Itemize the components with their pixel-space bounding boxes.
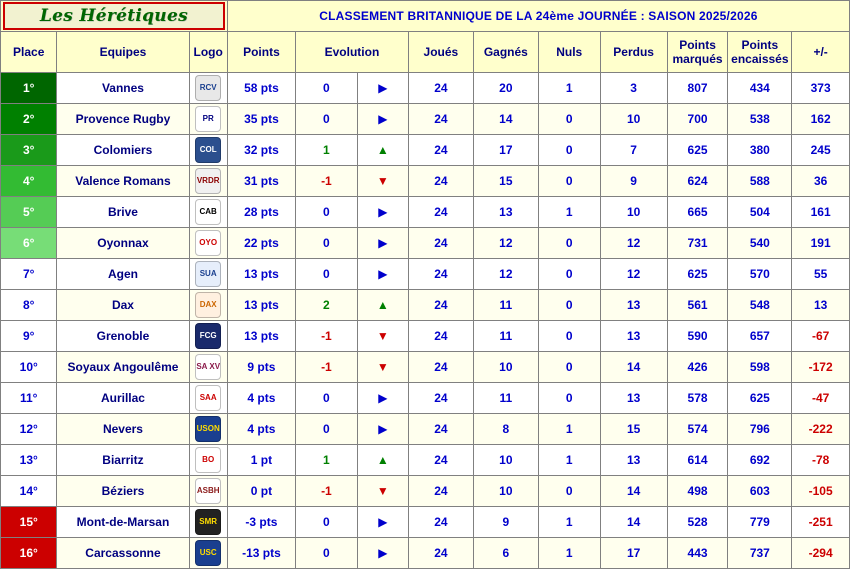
cell-drawn: 0: [538, 228, 600, 259]
cell-diff: -251: [792, 507, 850, 538]
cell-team: Béziers: [57, 476, 189, 507]
cell-drawn: 0: [538, 352, 600, 383]
cell-team: Carcassonne: [57, 538, 189, 569]
cell-diff: 162: [792, 104, 850, 135]
team-crest-icon: SUA: [195, 261, 221, 287]
cell-lost: 13: [600, 321, 667, 352]
cell-points-against: 538: [728, 104, 792, 135]
cell-evolution-value: 0: [296, 197, 358, 228]
cell-points-against: 779: [728, 507, 792, 538]
col-played: Joués: [408, 32, 473, 73]
cell-won: 10: [473, 476, 538, 507]
cell-played: 24: [408, 507, 473, 538]
evolution-up-arrow-icon: ▲: [357, 445, 408, 476]
cell-drawn: 0: [538, 259, 600, 290]
evolution-up-arrow-icon: ▲: [357, 290, 408, 321]
cell-played: 24: [408, 135, 473, 166]
cell-place: 14°: [1, 476, 57, 507]
cell-team: Brive: [57, 197, 189, 228]
evolution-up-arrow-icon: ▲: [357, 135, 408, 166]
team-crest-icon: PR: [195, 106, 221, 132]
col-won: Gagnés: [473, 32, 538, 73]
cell-played: 24: [408, 445, 473, 476]
cell-team: Biarritz: [57, 445, 189, 476]
cell-played: 24: [408, 197, 473, 228]
cell-points: -3 pts: [227, 507, 295, 538]
cell-drawn: 0: [538, 476, 600, 507]
team-crest-icon: SA XV: [195, 354, 221, 380]
evolution-flat-arrow-icon: ▶: [357, 507, 408, 538]
cell-evolution-value: 0: [296, 104, 358, 135]
team-crest-icon: SMR: [195, 509, 221, 535]
team-crest-icon: FCG: [195, 323, 221, 349]
cell-points-for: 426: [667, 352, 728, 383]
table-row: [1, 104, 850, 135]
cell-place: 10°: [1, 352, 57, 383]
cell-diff: 373: [792, 73, 850, 104]
cell-points: -13 pts: [227, 538, 295, 569]
cell-team-logo: [189, 507, 227, 538]
cell-team: Soyaux Angoulême: [57, 352, 189, 383]
site-logo-label: Les Hérétiques: [39, 6, 188, 26]
evolution-flat-arrow-icon: ▶: [357, 414, 408, 445]
table-row: [1, 383, 850, 414]
cell-evolution-value: 0: [296, 383, 358, 414]
cell-won: 20: [473, 73, 538, 104]
cell-points-for: 561: [667, 290, 728, 321]
cell-played: 24: [408, 228, 473, 259]
cell-drawn: 0: [538, 104, 600, 135]
cell-points: 13 pts: [227, 259, 295, 290]
cell-team-logo: [189, 197, 227, 228]
cell-diff: -67: [792, 321, 850, 352]
evolution-flat-arrow-icon: ▶: [357, 104, 408, 135]
team-crest-icon: VRDR: [195, 168, 221, 194]
cell-lost: 14: [600, 507, 667, 538]
team-crest-icon: USON: [195, 416, 221, 442]
col-points-against: [728, 32, 792, 73]
cell-won: 6: [473, 538, 538, 569]
table-row: [1, 507, 850, 538]
cell-diff: -172: [792, 352, 850, 383]
cell-points-for: 443: [667, 538, 728, 569]
team-crest-icon: CAB: [195, 199, 221, 225]
cell-points: 13 pts: [227, 321, 295, 352]
cell-points: 4 pts: [227, 383, 295, 414]
cell-lost: 12: [600, 228, 667, 259]
col-team: Equipes: [57, 32, 189, 73]
cell-points-against: 504: [728, 197, 792, 228]
cell-evolution-value: 0: [296, 259, 358, 290]
evolution-down-arrow-icon: ▼: [357, 476, 408, 507]
cell-points-against: 737: [728, 538, 792, 569]
cell-points-for: 574: [667, 414, 728, 445]
cell-team-logo: [189, 352, 227, 383]
cell-place: 2°: [1, 104, 57, 135]
cell-team: Oyonnax: [57, 228, 189, 259]
col-points-for: [667, 32, 728, 73]
cell-evolution-value: 2: [296, 290, 358, 321]
table-row: [1, 290, 850, 321]
cell-drawn: 1: [538, 445, 600, 476]
cell-evolution-value: -1: [296, 321, 358, 352]
cell-points-for: 807: [667, 73, 728, 104]
cell-points-against: 657: [728, 321, 792, 352]
cell-played: 24: [408, 383, 473, 414]
cell-points-for: 625: [667, 135, 728, 166]
cell-points-for: 665: [667, 197, 728, 228]
table-body: [1, 73, 850, 569]
cell-diff: 13: [792, 290, 850, 321]
col-drawn: Nuls: [538, 32, 600, 73]
cell-played: 24: [408, 352, 473, 383]
cell-played: 24: [408, 476, 473, 507]
cell-played: 24: [408, 104, 473, 135]
cell-team: Colomiers: [57, 135, 189, 166]
cell-lost: 15: [600, 414, 667, 445]
cell-points-against: 625: [728, 383, 792, 414]
cell-won: 12: [473, 259, 538, 290]
cell-place: 16°: [1, 538, 57, 569]
cell-points-for: 578: [667, 383, 728, 414]
cell-played: 24: [408, 290, 473, 321]
cell-team-logo: [189, 383, 227, 414]
table-row: [1, 476, 850, 507]
cell-diff: 245: [792, 135, 850, 166]
cell-diff: 161: [792, 197, 850, 228]
cell-lost: 13: [600, 290, 667, 321]
cell-points-against: 548: [728, 290, 792, 321]
cell-points-against: 434: [728, 73, 792, 104]
cell-lost: 7: [600, 135, 667, 166]
evolution-flat-arrow-icon: ▶: [357, 383, 408, 414]
table-row: [1, 73, 850, 104]
cell-team: Grenoble: [57, 321, 189, 352]
cell-drawn: 1: [538, 73, 600, 104]
cell-played: 24: [408, 414, 473, 445]
cell-team-logo: [189, 104, 227, 135]
team-crest-icon: RCV: [195, 75, 221, 101]
cell-drawn: 1: [538, 197, 600, 228]
cell-points-against: 692: [728, 445, 792, 476]
cell-place: 1°: [1, 73, 57, 104]
cell-points: 31 pts: [227, 166, 295, 197]
team-crest-icon: ASBH: [195, 478, 221, 504]
evolution-down-arrow-icon: ▼: [357, 352, 408, 383]
cell-points: 4 pts: [227, 414, 295, 445]
cell-diff: 55: [792, 259, 850, 290]
cell-evolution-value: -1: [296, 352, 358, 383]
cell-place: 5°: [1, 197, 57, 228]
team-crest-icon: COL: [195, 137, 221, 163]
cell-place: 13°: [1, 445, 57, 476]
col-points-for-line2: marqués: [672, 52, 723, 66]
cell-team-logo: [189, 166, 227, 197]
cell-place: 3°: [1, 135, 57, 166]
col-diff: +/-: [792, 32, 850, 73]
cell-lost: 9: [600, 166, 667, 197]
cell-points-for: 614: [667, 445, 728, 476]
cell-points: 28 pts: [227, 197, 295, 228]
evolution-flat-arrow-icon: ▶: [357, 259, 408, 290]
cell-diff: 191: [792, 228, 850, 259]
evolution-down-arrow-icon: ▼: [357, 166, 408, 197]
evolution-flat-arrow-icon: ▶: [357, 73, 408, 104]
cell-drawn: 1: [538, 414, 600, 445]
cell-won: 10: [473, 445, 538, 476]
cell-won: 10: [473, 352, 538, 383]
table-row: [1, 538, 850, 569]
cell-place: 15°: [1, 507, 57, 538]
cell-played: 24: [408, 321, 473, 352]
cell-played: 24: [408, 259, 473, 290]
cell-points-for: 700: [667, 104, 728, 135]
cell-diff: -294: [792, 538, 850, 569]
cell-points-against: 598: [728, 352, 792, 383]
cell-won: 8: [473, 414, 538, 445]
page-title: CLASSEMENT BRITANNIQUE DE LA 24ème JOURNÉE : SAISON 2025/2026: [227, 1, 849, 32]
cell-place: 12°: [1, 414, 57, 445]
cell-played: 24: [408, 166, 473, 197]
cell-diff: -78: [792, 445, 850, 476]
cell-points: 35 pts: [227, 104, 295, 135]
table-row: [1, 414, 850, 445]
cell-lost: 10: [600, 104, 667, 135]
cell-points-against: 540: [728, 228, 792, 259]
cell-place: 8°: [1, 290, 57, 321]
cell-place: 11°: [1, 383, 57, 414]
cell-place: 6°: [1, 228, 57, 259]
cell-team-logo: [189, 259, 227, 290]
cell-lost: 13: [600, 445, 667, 476]
cell-team: Aurillac: [57, 383, 189, 414]
cell-evolution-value: 0: [296, 228, 358, 259]
cell-team: Agen: [57, 259, 189, 290]
table-head: [1, 1, 850, 73]
cell-team-logo: [189, 476, 227, 507]
cell-won: 12: [473, 228, 538, 259]
col-evolution: Evolution: [296, 32, 409, 73]
cell-drawn: 0: [538, 290, 600, 321]
cell-evolution-value: 1: [296, 135, 358, 166]
evolution-flat-arrow-icon: ▶: [357, 538, 408, 569]
table-row: [1, 445, 850, 476]
cell-team-logo: [189, 228, 227, 259]
evolution-flat-arrow-icon: ▶: [357, 228, 408, 259]
col-points-against-line2: encaissés: [731, 52, 789, 66]
evolution-flat-arrow-icon: ▶: [357, 197, 408, 228]
cell-drawn: 0: [538, 135, 600, 166]
cell-evolution-value: 1: [296, 445, 358, 476]
cell-place: 9°: [1, 321, 57, 352]
cell-points: 9 pts: [227, 352, 295, 383]
cell-points-against: 796: [728, 414, 792, 445]
cell-team-logo: [189, 414, 227, 445]
col-logo: Logo: [189, 32, 227, 73]
cell-lost: 12: [600, 259, 667, 290]
team-crest-icon: OYO: [195, 230, 221, 256]
cell-place: 7°: [1, 259, 57, 290]
cell-team-logo: [189, 73, 227, 104]
cell-points-against: 603: [728, 476, 792, 507]
cell-team-logo: [189, 445, 227, 476]
site-logo: [1, 1, 228, 32]
cell-evolution-value: 0: [296, 538, 358, 569]
cell-drawn: 1: [538, 538, 600, 569]
cell-team-logo: [189, 290, 227, 321]
cell-team: Nevers: [57, 414, 189, 445]
cell-points: 32 pts: [227, 135, 295, 166]
cell-drawn: 0: [538, 321, 600, 352]
cell-evolution-value: -1: [296, 166, 358, 197]
cell-drawn: 1: [538, 507, 600, 538]
cell-lost: 14: [600, 352, 667, 383]
cell-evolution-value: 0: [296, 507, 358, 538]
cell-points-against: 588: [728, 166, 792, 197]
col-place: Place: [1, 32, 57, 73]
cell-team: Valence Romans: [57, 166, 189, 197]
cell-team: Provence Rugby: [57, 104, 189, 135]
cell-points-for: 528: [667, 507, 728, 538]
table-row: [1, 166, 850, 197]
cell-points-for: 498: [667, 476, 728, 507]
cell-diff: -222: [792, 414, 850, 445]
cell-drawn: 0: [538, 383, 600, 414]
table-row: [1, 228, 850, 259]
cell-evolution-value: -1: [296, 476, 358, 507]
cell-team: Mont-de-Marsan: [57, 507, 189, 538]
cell-diff: -47: [792, 383, 850, 414]
evolution-down-arrow-icon: ▼: [357, 321, 408, 352]
cell-played: 24: [408, 73, 473, 104]
cell-diff: 36: [792, 166, 850, 197]
cell-points-for: 731: [667, 228, 728, 259]
col-lost: Perdus: [600, 32, 667, 73]
col-points-for-line1: Points: [679, 38, 716, 52]
table-row: [1, 321, 850, 352]
cell-won: 17: [473, 135, 538, 166]
cell-team: Dax: [57, 290, 189, 321]
column-header-row: [1, 32, 850, 73]
cell-lost: 13: [600, 383, 667, 414]
team-crest-icon: USC: [195, 540, 221, 566]
title-row: [1, 1, 850, 32]
cell-played: 24: [408, 538, 473, 569]
table-row: [1, 135, 850, 166]
cell-diff: -105: [792, 476, 850, 507]
cell-points-for: 624: [667, 166, 728, 197]
cell-won: 11: [473, 321, 538, 352]
cell-team: Vannes: [57, 73, 189, 104]
table-row: [1, 197, 850, 228]
cell-lost: 3: [600, 73, 667, 104]
cell-lost: 14: [600, 476, 667, 507]
cell-points: 22 pts: [227, 228, 295, 259]
col-points: Points: [227, 32, 295, 73]
cell-points: 58 pts: [227, 73, 295, 104]
cell-evolution-value: 0: [296, 414, 358, 445]
team-crest-icon: DAX: [195, 292, 221, 318]
cell-won: 13: [473, 197, 538, 228]
col-points-against-line1: Points: [741, 38, 779, 52]
table-row: [1, 259, 850, 290]
cell-team-logo: [189, 135, 227, 166]
cell-team-logo: [189, 538, 227, 569]
cell-place: 4°: [1, 166, 57, 197]
cell-points: 1 pt: [227, 445, 295, 476]
cell-points: 13 pts: [227, 290, 295, 321]
cell-lost: 17: [600, 538, 667, 569]
cell-points-against: 380: [728, 135, 792, 166]
cell-lost: 10: [600, 197, 667, 228]
cell-won: 15: [473, 166, 538, 197]
cell-won: 14: [473, 104, 538, 135]
cell-won: 11: [473, 290, 538, 321]
table-row: [1, 352, 850, 383]
team-crest-icon: BO: [195, 447, 221, 473]
cell-points-for: 590: [667, 321, 728, 352]
cell-won: 11: [473, 383, 538, 414]
cell-won: 9: [473, 507, 538, 538]
cell-drawn: 0: [538, 166, 600, 197]
cell-evolution-value: 0: [296, 73, 358, 104]
cell-points-against: 570: [728, 259, 792, 290]
cell-points-for: 625: [667, 259, 728, 290]
cell-points: 0 pt: [227, 476, 295, 507]
team-crest-icon: SAA: [195, 385, 221, 411]
cell-team-logo: [189, 321, 227, 352]
